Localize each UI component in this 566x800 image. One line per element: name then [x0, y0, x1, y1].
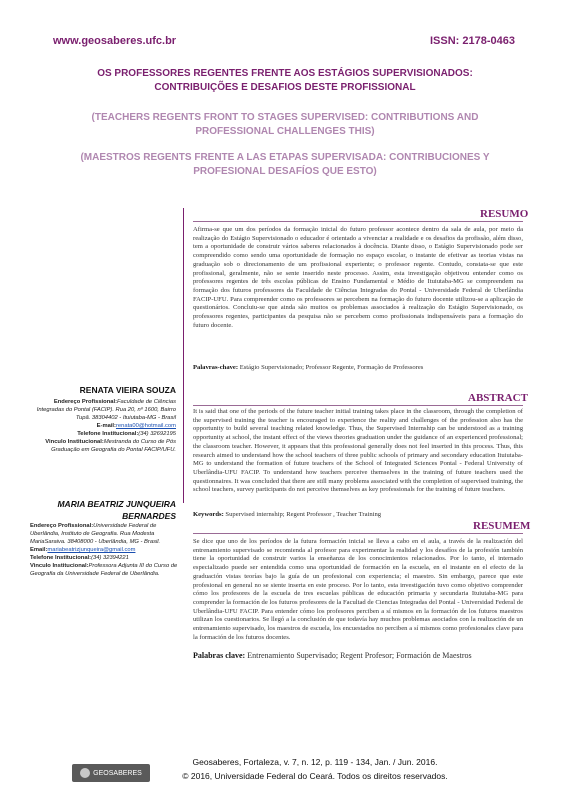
- resumen-text: Se dice que uno de los períodos de la futura formación inicial se lleva a cabo en el aula, a través de la realización del entrenamiento supervisado se recomienda al profesor para experimentar la realidad y los desafíos de la profesión también tiene la oportunidad de construir varios la enseñanza de los conocimientos relacionados. Por lo tanto, el internado especializado puede ser entendida como una oportunidad de formación en la escuela, en el instante en el efecto de la graduación vistas teorías bajo la guía de un profesional con experiencia; el maestro. Sin embargo, parece que este profesional en general no se siente inserta en este proceso. Por lo tanto, esta investigación tuvo como objetivo comprender cómo los profesores de la escuela de tres escuelas públicas de educación primaria y secundaria Ituiutaba-MG para comprender la formación de los futuros profesores de la Facultad de Ciencias Integradas del Pontal - Universidad Federal de Uberlândia-UFU FACIP. Para entender cómo los profesores perciben a sí mismos en la formación de los futuros maestros utilizan los cuestionarios. Se llegó a la conclusión de que todavía hay muchos problemas asociados con la realización de un entrenamiento supervisado, los maestros de escuela, los encuestados no perciben a sí mismos como profesionales clave para la formación de los futuros docentes.: [193, 538, 523, 641]
- author2-email-link[interactable]: mariabeatrizjunqueira@gmail.com: [47, 547, 136, 553]
- abstract-text: It is said that one of the periods of the future teacher initial training takes place in the classroom, through the completion of the supervised training the teacher is encouraged to experience the reality and challenges of the profession also has the opportunity to build several teaching related knowledge. Thus, the Supervised Internship can be understood as a training opportunity at school, the instant effect of the views theories graduation under the guidance of an experienced professional; the classroom teacher. However, it appears that this professional generally does not feel inserted in this process. Thus, this research aimed to understand how the school teachers of three public schools of primary and secondary education Ituiutaba-MG to understand the formation of future teachers of the School of Integrated Sciences Pontal - Federal University of Uberlândia-UFU FACIP. To understand how teachers perceive themselves in the training of future teachers used the questionnaires. It was concluded that there are still many problems associated with the completion of supervised training, the school teachers, survey participants do not perceive themselves as key professionals for the training of future teachers.: [193, 408, 523, 494]
- author1-address: Endereço Profissional:Faculdade de Ciências Integradas do Pontal (FACIP). Rua 20, nº 1600, Bairro Tupã. 38304402 - Ituiutaba-MG - Brasil: [36, 399, 176, 421]
- citation: Geosaberes, Fortaleza, v. 7, n. 12, p. 119 - 134, Jan. / Jun. 2016.: [192, 757, 438, 767]
- author2-address: Endereço Profissional:Universidade Federal de Uberlândia, Instituto de Geografia. Rua Modesta MariaSaraiva. 38408000 - Uberlândia, MG - Brasil.: [30, 523, 161, 545]
- site-url[interactable]: www.geosaberes.ufc.br: [53, 35, 177, 47]
- abstract-rule: [193, 405, 523, 406]
- abstract-heading: ABSTRACT: [468, 392, 528, 404]
- keywords-value: Entrenamiento Supervisado; Regent Profesor; Formación de Maestros: [245, 651, 472, 660]
- resumen-rule: [193, 533, 523, 534]
- title-portuguese: OS PROFESSORES REGENTES FRENTE AOS ESTÁGIOS SUPERVISIONADOS: CONTRIBUIÇÕES E DESAFIOS DESTE PROFISSIONAL: [97, 68, 473, 93]
- resumo-heading: RESUMO: [480, 208, 529, 220]
- globe-icon: [80, 768, 90, 778]
- author1-details: [36, 398, 176, 454]
- author1-email: E-mail:renata00@hotmail.com: [96, 423, 176, 429]
- author2-phone: Telefone Institucional:(34) 32394221: [30, 555, 129, 561]
- keywords-label: Palabras clave:: [193, 651, 246, 660]
- author2-name: MARIA BEATRIZ JUNQUEIRA BERNARDES: [57, 499, 176, 521]
- resumen-keywords: [193, 652, 523, 661]
- geosaberes-logo: GEOSABERES: [72, 764, 150, 782]
- author2-affiliation: Vinculo Institucional:Professora Adjunta III do Curso de Geografia da Universidade Federal de Uberlândia.: [30, 563, 178, 577]
- author1-affiliation: Vinculo Institucional:Mestranda do Curso de Pós Graduação em Geografia do Pontal FACIP/UFU.: [45, 439, 176, 453]
- keywords-value: Estágio Supervisionado; Professor Regente, Formação de Professores: [238, 364, 424, 371]
- resumo-rule: [193, 221, 523, 222]
- keywords-value: Supervised internship; Regent Professor , Teacher Training: [223, 511, 382, 518]
- issn: ISSN: 2178-0463: [430, 35, 515, 47]
- author1-name: RENATA VIEIRA SOUZA: [79, 385, 176, 395]
- column-divider: [183, 208, 184, 503]
- title-spanish: (MAESTROS REGENTS FRENTE A LAS ETAPAS SUPERVISADA: CONTRIBUCIONES Y PROFESIONAL DESAFÍOS QUE ESTO): [80, 152, 490, 177]
- keywords-label: Keywords:: [193, 511, 224, 518]
- resumo-keywords: [193, 364, 523, 373]
- title-english: (TEACHERS REGENTS FRONT TO STAGES SUPERVISED: CONTRIBUTIONS AND PROFESSIONAL CHALLENGES THIS): [91, 112, 479, 137]
- copyright: © 2016, Universidade Federal do Ceará. Todos os direitos reservados.: [182, 771, 448, 781]
- abstract-keywords: [193, 511, 523, 520]
- keywords-label: Palavras-chave:: [193, 364, 239, 371]
- author1-phone: Telefone Institucional:(34) 32692195: [77, 431, 176, 437]
- author2-details: [30, 522, 180, 578]
- author2-email: Email:mariabeatrizjunqueira@gmail.com: [30, 547, 136, 553]
- author1-email-link[interactable]: renata00@hotmail.com: [115, 423, 176, 429]
- resumo-text: Afirma-se que um dos períodos da formação inicial do futuro professor acontece dentro da sala de aula, por meio da realização do Estágio Supervisionado o educador é orientado a vivenciar a realidade e os desafios da profissão, além disso, tem a oportunidade de construir vários saberes relacionados à docência. Diante disso, o Estágio Supervisionado pode ser compreendido como sendo uma oportunidade de formação no espaço escolar, o instante de efetivar as teorias vistas na graduação sob o direcionamento de um profissional experiente; o professor regente. Contudo, constata-se que este profissional, geralmente, não se sente inserido neste processo. Assim, esta investigação objetivou entender como os professores regentes de três escolas públicas de Ensino Fundamental e Médio de Ituiutaba-MG se compreendem na formação dos futuros professores da Faculdade de Ciências Integradas do Pontal - Universidade Federal de Uberlândia FACIP-UFU. Para compreender como os professores se percebem na formação do futuro docente utilizou-se a aplicação de questionários. Concluiu-se que ainda são muitos os problemas associados à realização do Estágio Supervisionado, os professores regentes, participantes da pesquisa não se percebem como profissionais indispensáveis para a formação do futuro docente.: [193, 226, 523, 329]
- resumen-heading: RESUMEM: [473, 520, 531, 532]
